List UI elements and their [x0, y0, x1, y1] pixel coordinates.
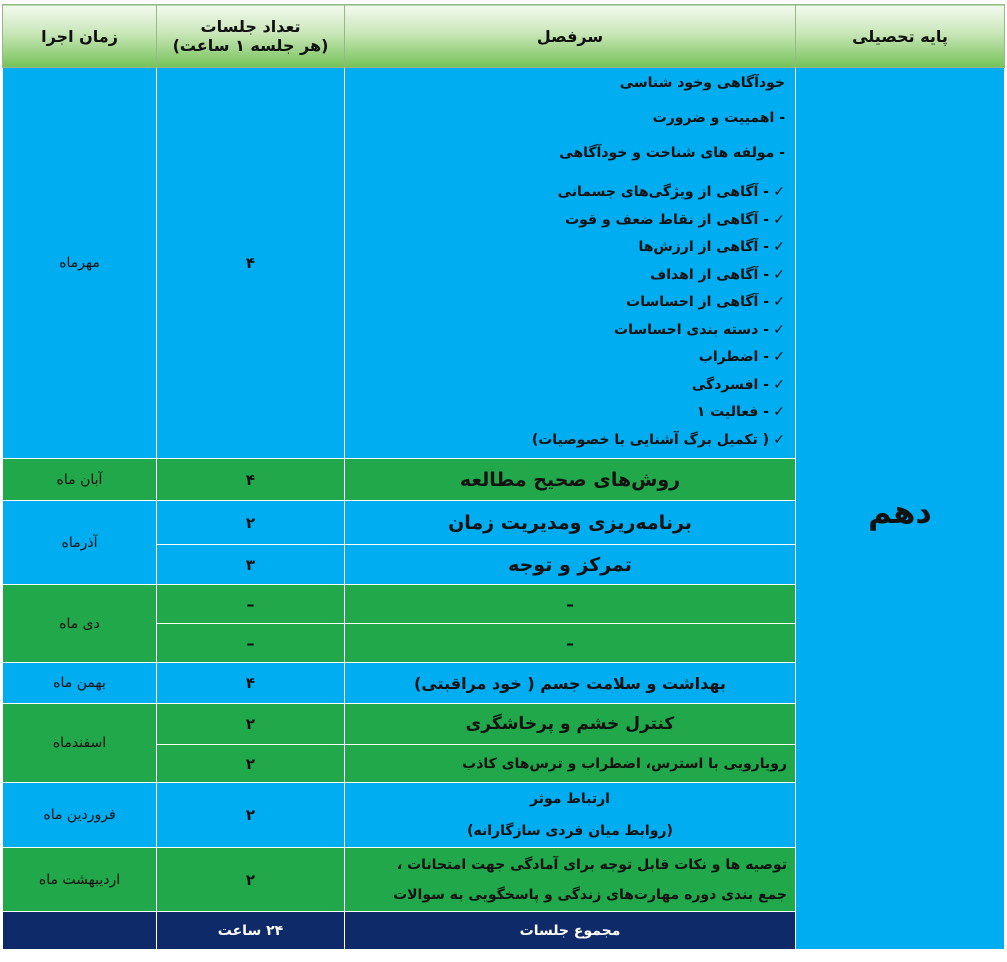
- check-item: ✓- آگاهی از ارزش‌ها: [345, 234, 785, 262]
- check-icon: ✓: [773, 376, 785, 393]
- check-item: ✓- آگاهی از ویژگی‌های جسمانی: [345, 179, 785, 207]
- topic-list: [345, 68, 795, 458]
- time-cell: اسفندماه: [3, 704, 157, 783]
- check-item: ✓- افسردگی: [345, 372, 785, 400]
- topic-cell: برنامه‌ریزی ومدیریت زمان: [345, 501, 796, 545]
- sessions-cell: ۴: [157, 68, 345, 459]
- check-icon: ✓: [773, 404, 785, 420]
- sessions-cell: ۲: [157, 501, 345, 545]
- time-cell: آبان ماه: [3, 459, 157, 501]
- table-row: [3, 68, 1005, 459]
- topic-cell: –: [345, 585, 796, 624]
- sessions-cell: –: [157, 585, 345, 624]
- topic-cell: [345, 68, 796, 459]
- grade-value: دهم: [868, 493, 932, 531]
- check-item: ✓- آگاهی از نقاط ضعف و قوت: [345, 207, 785, 235]
- topic-line: ارتباط موثر: [530, 791, 610, 807]
- sessions-cell: ۲: [157, 745, 345, 783]
- header-sessions-line1: تعداد جلسات: [200, 17, 301, 36]
- topic-cell: روش‌های صحیح مطالعه: [345, 459, 796, 501]
- check-item: ✓- آگاهی از اهداف: [345, 262, 785, 290]
- topic-cell: –: [345, 624, 796, 663]
- topic-cell: [345, 783, 796, 848]
- header-sessions: [157, 5, 345, 68]
- time-cell: مهرماه: [3, 68, 157, 459]
- topic-cell: تمرکز و توجه: [345, 545, 796, 585]
- time-cell: دی ماه: [3, 585, 157, 663]
- topic-cell: [345, 848, 796, 912]
- check-item: ✓( تکمیل برگ آشنایی با خصوصیات): [345, 427, 785, 455]
- total-hours: ۲۴ ساعت: [157, 912, 345, 950]
- check-item: ✓- فعالیت ۱: [345, 399, 785, 427]
- topic-heading: خودآگاهی وخود شناسی: [619, 75, 785, 91]
- time-cell: بهمن ماه: [3, 663, 157, 704]
- header-sessions-line2: (هر جلسه ۱ ساعت): [172, 36, 329, 55]
- check-icon: ✓: [773, 321, 785, 338]
- header-grade: پایه تحصیلی: [796, 5, 1005, 68]
- check-icon: ✓: [773, 266, 785, 283]
- header-row: [3, 5, 1005, 68]
- topic-cell: کنترل خشم و پرخاشگری: [345, 704, 796, 745]
- sessions-cell: ۴: [157, 459, 345, 501]
- topic-sub-item: - اهمییت و ضرورت: [652, 110, 785, 126]
- total-label: مجموع جلسات: [345, 912, 796, 950]
- sessions-cell: ۲: [157, 704, 345, 745]
- topic-sub-item: - مولفه های شناخت و خودآگاهی: [559, 145, 785, 161]
- check-icon: ✓: [773, 431, 785, 448]
- sessions-cell: ۲: [157, 848, 345, 912]
- header-topic: سرفصل: [345, 5, 796, 68]
- header-time: زمان اجرا: [3, 5, 157, 68]
- check-item: ✓- دسته بندی احساسات: [345, 317, 785, 345]
- time-cell: آذرماه: [3, 501, 157, 585]
- topic-cell: بهداشت و سلامت جسم ( خود مراقبتی): [345, 663, 796, 704]
- check-item: ✓- آگاهی از احساسات: [345, 289, 785, 317]
- check-icon: ✓: [773, 349, 785, 365]
- sessions-cell: ۴: [157, 663, 345, 704]
- topic-line: (روابط میان فردی سازگارانه): [467, 823, 673, 839]
- topic-cell: رویارویی با استرس، اضطراب و ترس‌های کاذب: [345, 745, 796, 783]
- total-empty: [3, 912, 157, 950]
- check-icon: ✓: [773, 184, 785, 200]
- check-icon: ✓: [773, 211, 785, 228]
- check-icon: ✓: [773, 294, 785, 310]
- topic-line: جمع بندی دوره مهارت‌های زندگی و پاسخگویی به سوالات: [393, 886, 787, 903]
- topic-line: توصیه ها و نکات قابل توجه برای آمادگی جهت امتحانات ،: [396, 856, 787, 873]
- check-icon: ✓: [773, 239, 785, 255]
- sessions-cell: ۳: [157, 545, 345, 585]
- sessions-cell: –: [157, 624, 345, 663]
- grade-cell: [796, 68, 1005, 950]
- curriculum-table: [2, 4, 1005, 950]
- time-cell: فروردین ماه: [3, 783, 157, 848]
- time-cell: اردیبهشت ماه: [3, 848, 157, 912]
- sessions-cell: ۲: [157, 783, 345, 848]
- check-item: ✓- اضطراب: [345, 344, 785, 372]
